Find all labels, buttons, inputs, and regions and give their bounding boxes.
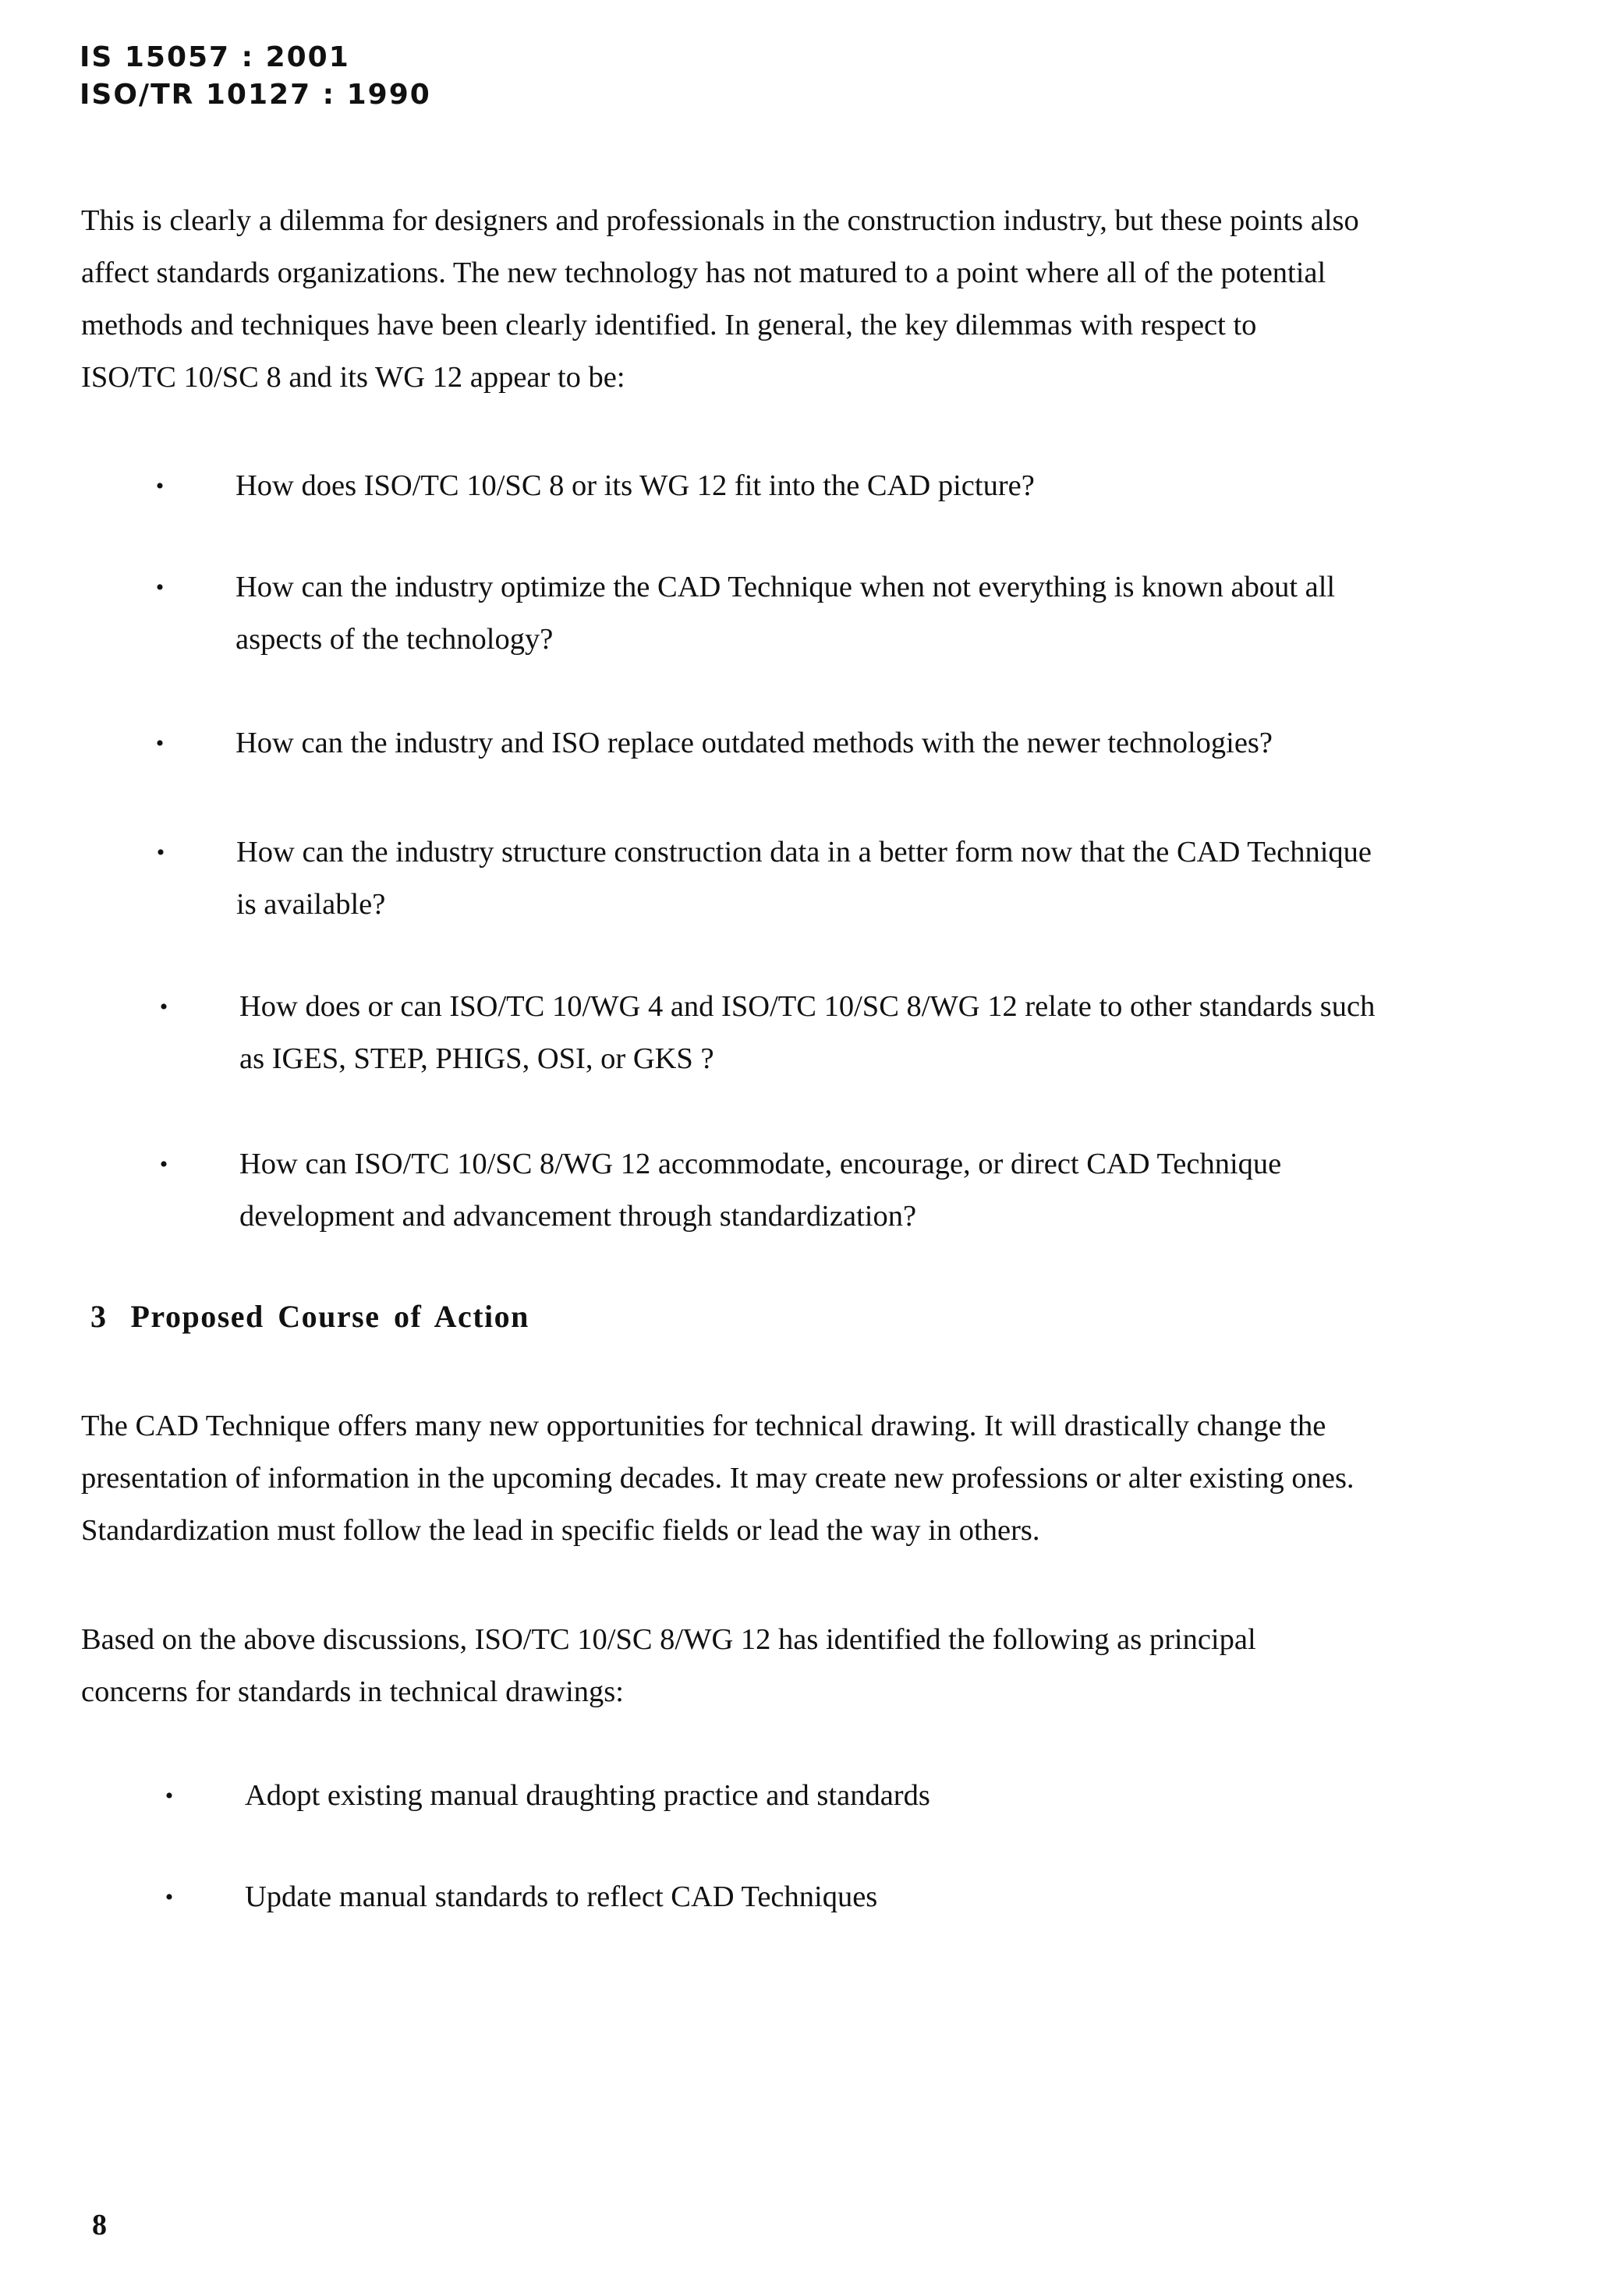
bullet-icon: •	[165, 1884, 174, 1910]
paragraph-line: ISO/TC 10/SC 8 and its WG 12 appear to be:	[81, 361, 625, 394]
paragraph-line: The CAD Technique offers many new opportunities for technical drawing. It will drastically change the	[81, 1410, 1326, 1442]
bullet-icon: •	[159, 1152, 168, 1177]
intro-paragraph	[81, 195, 1547, 404]
dilemma-text: How can the industry structure construction data in a better form now that the CAD Technique	[236, 836, 1372, 869]
dilemma-item	[159, 1138, 1282, 1243]
dilemma-item	[155, 717, 1273, 769]
dilemma-text: How does or can ISO/TC 10/WG 4 and ISO/TC 10/SC 8/WG 12 relate to other standards such	[239, 990, 1376, 1023]
dilemma-text: How does ISO/TC 10/SC 8 or its WG 12 fit into the CAD picture?	[235, 469, 1035, 502]
dilemma-item	[155, 460, 1035, 512]
document-number: IS 15057 : 2001	[80, 41, 350, 73]
page-number: 8	[92, 2209, 107, 2241]
bullet-icon: •	[155, 575, 165, 600]
concern-text: Update manual standards to reflect CAD Techniques	[245, 1880, 878, 1913]
section-heading	[90, 1298, 529, 1335]
dilemma-text: How can the industry and ISO replace outdated methods with the newer technologies?	[235, 727, 1273, 759]
paragraph-line: presentation of information in the upcoming decades. It may create new professions or alter existing ones.	[81, 1462, 1354, 1495]
bullet-icon: •	[156, 840, 165, 865]
section-number: 3	[90, 1299, 108, 1334]
paragraph-line: This is clearly a dilemma for designers and professionals in the construction industry, but these points also	[81, 204, 1359, 237]
dilemma-text: as IGES, STEP, PHIGS, OSI, or GKS ?	[239, 1042, 714, 1075]
bullet-icon: •	[165, 1783, 174, 1809]
bullet-icon: •	[155, 731, 165, 756]
paragraph-line: methods and techniques have been clearly identified. In general, the key dilemmas with respect to	[81, 309, 1257, 341]
dilemma-text: How can ISO/TC 10/SC 8/WG 12 accommodate, encourage, or direct CAD Technique	[239, 1148, 1282, 1180]
paragraph-line: affect standards organizations. The new technology has not matured to a point where all of the potential	[81, 256, 1326, 289]
concern-text: Adopt existing manual draughting practice and standards	[245, 1779, 930, 1812]
dilemma-item	[156, 826, 1372, 931]
technical-report-number: ISO/TR 10127 : 1990	[80, 79, 431, 111]
dilemma-text: How can the industry optimize the CAD Technique when not everything is known about all	[235, 571, 1336, 603]
dilemma-item	[155, 561, 1336, 666]
section-title: Proposed Course of Action	[130, 1299, 529, 1334]
course-paragraph	[81, 1400, 1547, 1557]
paragraph-line: Based on the above discussions, ISO/TC 10/SC 8/WG 12 has identified the following as principal	[81, 1623, 1256, 1656]
concern-item	[165, 1770, 930, 1822]
dilemma-text: is available?	[236, 888, 386, 921]
paragraph-line: Standardization must follow the lead in specific fields or lead the way in others.	[81, 1514, 1040, 1547]
dilemma-text: aspects of the technology?	[235, 623, 554, 656]
bullet-icon: •	[155, 473, 165, 499]
concern-item	[165, 1871, 878, 1923]
concerns-intro-paragraph	[81, 1614, 1547, 1718]
paragraph-line: concerns for standards in technical drawings:	[81, 1675, 624, 1708]
bullet-icon: •	[159, 994, 168, 1020]
dilemma-item	[159, 981, 1376, 1085]
dilemma-text: development and advancement through standardization?	[239, 1200, 917, 1233]
